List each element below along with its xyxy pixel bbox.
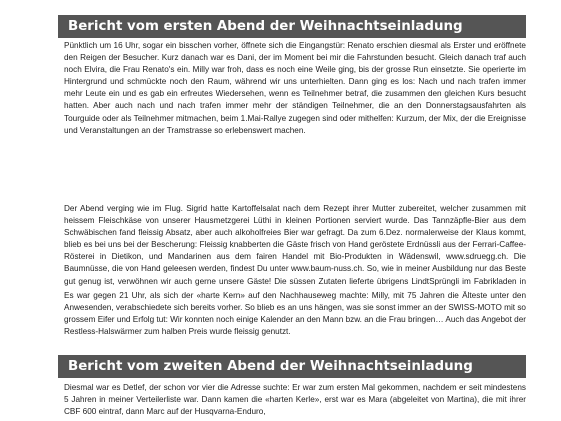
- paragraph-second-evening-arrivals: Diesmal war es Detlef, der schon vor vier die Adresse suchte: Er war zum ersten Mal gekommen, nachdem er seit mindestens 5 Jahren in meiner Verteilerliste war. Dann kamen die «harten Kerle», erst war es Mara (abgeleitet von Martina), die mit ihrer CBF 600 eintraf, dann Marc auf der Husqvarna-Enduro,: [64, 383, 526, 417]
- paragraph-departure: Es war gegen 21 Uhr, als sich der «harte Kern» auf den Nachhauseweg machte: Milly, mit 75 Jahren die Älteste unter den Anwesenden, verabschiedete sich bereits vorher. So blieb es an uns hängen, was sie sonst immer an der SWISS-MOTO mit so grossem Eifer und Erfolg tut: Wir konnten noch einige Kalender an den Mann bzw. an die Frau bringen… Auch das Angebot der Restless-Halswärmer zum halben Preis wurde fleissig genutzt.: [64, 291, 526, 337]
- paragraph-arrivals: Pünktlich um 16 Uhr, sogar ein bisschen vorher, öffnete sich die Eingangstür: Renato erschien diesmal als Erster und eröffnete den Reigen der Besucher. Kurz danach war es Dani, der im Moment bei mir die Fahrstunden besucht. Gleich danach traf auch noch Elvira, die Frau Renato's ein. Milly war froh, dass es noch eine Weile ging, bis der grosse Run einsetzte. Sie operierte im Hintergrund und schmückte noch den Raum, während wir uns unterhielten. Dann ging es los: Nach und nach trafen immer mehr Leute ein und es gab ein erfreutes Wiedersehen, wenn es Teilnehmer betraf, die zusammen den gleichen Kurs besucht hatten. Aber auch nach und nach trafen immer mehr der ständigen Teilnehmer, die an den Donnerstagsausfahrten als Tourguide oder als Teilnehmer mitmachen, beim 1.Mai-Rallye zugegen sind oder mithelfen: Kurzum, der Mix, der die Ereignisse und Veranstaltungen an der Tramstrasse so erlebenswert machen.: [64, 41, 526, 135]
- section-heading-first-evening: Bericht vom ersten Abend der Weihnachtseinladung: [58, 15, 526, 38]
- section-heading-second-evening: Bericht vom zweiten Abend der Weihnachtseinladung: [58, 355, 526, 378]
- paragraph-food-and-gifts: Der Abend verging wie im Flug. Sigrid hatte Kartoffelsalat nach dem Rezept ihrer Mutter zubereitet, welcher zusammen mit heissem Fleischkäse von unserer Hausmetzgerei Lüthi in kleinen Portionen serviert wurde. Das Tannzäpfle-Bier aus dem Schwäbischen fand fleissig Absatz, aber auch alkoholfreies Bier war gefragt. Da zum 6.Dez. normalerweise der Klaus kommt, blieb es bei uns bei der Bescherung: Fleissig knabberten die Gäste frisch von Hand geröstete Erdnüssli aus der Ferrari-Caffee-Rösterei in Dietikon, und Mandarinen aus dem fairen Handel mit Bio-Produkten in Wädenswil, www.sdruegg.ch. Die Baumnüsse, die von Hand geleesen werden, findest Du unter www.baum-nuss.ch. So, wie in meiner Ausbildung nur das Beste gut genug ist, verwöhnen wir auch gerne unsere Gäste! Die süssen Zutaten lieferte übrigens LindtSprüngli im Fabrikladen in: [64, 204, 526, 286]
